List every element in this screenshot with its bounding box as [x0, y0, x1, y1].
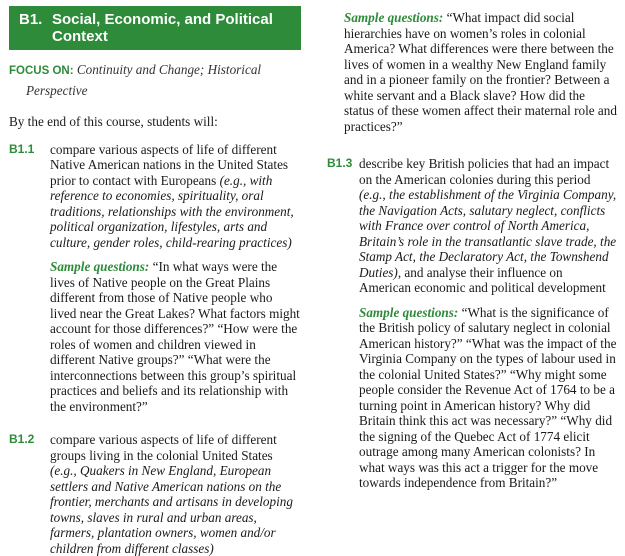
expectation-b1-3 [327, 156, 617, 296]
expectation-text-after: , and analyse their influence on American economic and political development [359, 264, 606, 295]
expectation-body [359, 156, 617, 296]
sample-questions-label: Sample questions: [344, 10, 444, 25]
section-number: B1. [19, 11, 43, 28]
right-column [327, 10, 617, 491]
expectation-body [50, 432, 301, 556]
sample-questions-label: Sample questions: [50, 259, 150, 274]
expectation-text: describe key British policies that had an impact on the American colonies during this period [359, 156, 610, 187]
sample-questions-label: Sample questions: [359, 304, 459, 320]
focus-on [9, 60, 301, 100]
expectation-b1-1 [9, 142, 301, 251]
focus-text-line1: Continuity and Change; Historical [76, 62, 262, 77]
left-column [9, 6, 301, 556]
sample-questions-b1-3 [359, 305, 617, 491]
expectation-text: compare various aspects of life of different Native American nations in the United States prior to contact with Europeans [50, 141, 289, 188]
sample-questions-text: “What is the significance of the British policy of salutary neglect in colonial American history?” “What was the impact of the Virginia Company on the types of labour used in the colonial United States?” “Why might some people consider the Revenue Act of 1764 to be a turning point in American history? Why did Britain think this act was necessary?” “Why did the signing of the Quebec Act of 1774 elicit outrage among many American colonists? In what ways was this act a trigger for the move towards independence from Britain?” [359, 304, 617, 490]
expectation-code: B1.2 [9, 432, 35, 446]
focus-text-line2: Perspective [26, 83, 88, 98]
intro-text: By the end of this course, students will: [9, 114, 218, 129]
expectation-code: B1.3 [327, 156, 353, 170]
expectation-text: compare various aspects of life of different groups living in the colonial United States [50, 432, 277, 463]
sample-questions-b1-1 [50, 259, 301, 414]
expectation-examples: (e.g., Quakers in New England, European settlers and Native American nations on the frontier, merchants and artisans in developing towns, slaves in rural and urban areas, farmers, plantation owners, women and/or children from different classes) [50, 463, 293, 556]
expectation-code: B1.1 [9, 141, 35, 156]
expectation-examples: (e.g., the establishment of the Virginia Company, the Navigation Acts, salutary neglect, conflicts with France over control of North America, Britain’s role in the transatlantic slave trade, the Stamp Act, the Declaratory Act, the Townshend Duties) [359, 187, 617, 280]
section-title: Social, Economic, and Political Context [52, 11, 273, 45]
expectation-examples: (e.g., with reference to economies, spirituality, oral traditions, relationships with the environment, political organization, lifestyles, arts and culture, gender roles, child-rearing practices) [50, 172, 294, 250]
expectation-body [50, 142, 301, 251]
section-heading-banner [9, 6, 301, 50]
sample-questions-b1-2 [344, 10, 617, 134]
expectation-b1-2 [9, 432, 301, 556]
sample-questions-text: “What impact did social hierarchies have on women’s roles in colonial America? What differences were there between the lives of women in a wealthy New England family and in a pioneer family on the frontier? Between a white servant and a Black slave? How did the status of these women affect their maternal role and practices?” [344, 10, 617, 134]
focus-label: FOCUS ON: [9, 65, 74, 77]
sample-questions-text: “In what ways were the lives of Native people on the Great Plains different from those of Native people who lived near the Great Lakes? What factors might account for those differences?” “How were the roles of women and children viewed in different Native groups?” “What were the interconnections between this group’s spiritual practices and beliefs and its relationship with the environment?” [50, 259, 300, 414]
